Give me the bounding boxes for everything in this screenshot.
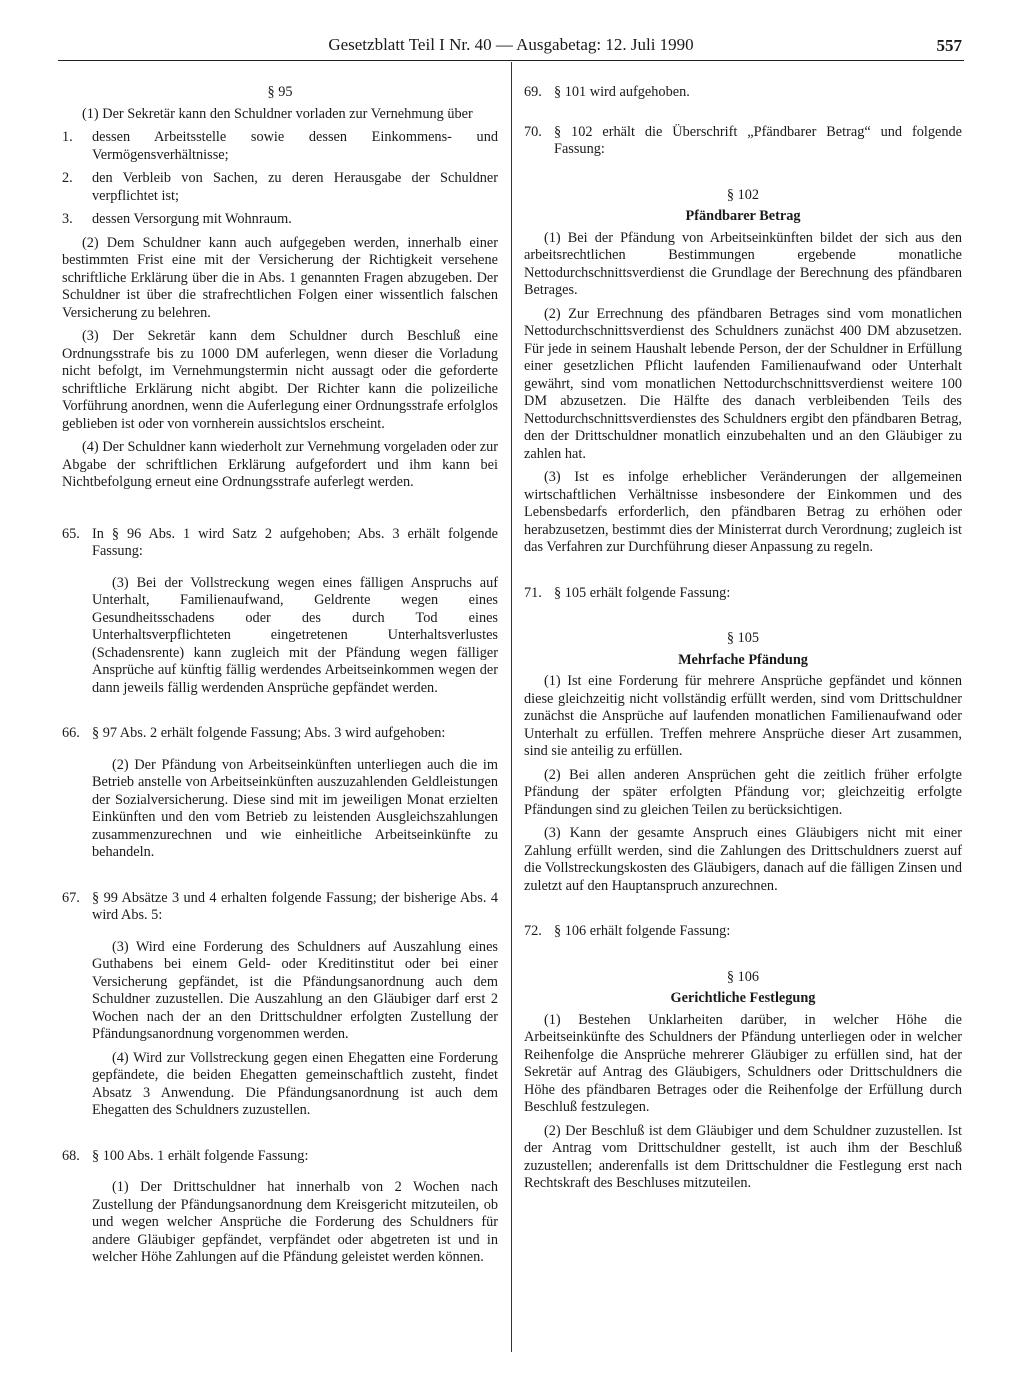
s105-paragraph-2: (2) Bei allen anderen Ansprüchen geht die zeitlich früher erfolgte Pfändung der später erfolgten Pfändung vor; gleichzeitig erfolgte Pfändungen sind zu gleichen Teilen zu berücksichtigen. [524,766,962,818]
amendment-intro: § 105 erhält folgende Fassung: [554,584,731,601]
amendment-number: 71. [524,584,542,601]
list-item-text: dessen Versorgung mit Wohnraum. [92,211,292,227]
left-column [62,84,498,1273]
amendment-intro: § 99 Absätze 3 und 4 erhalten folgende Fassung; der bisherige Abs. 4 wird Abs. 5: [92,889,498,923]
amendment-72 [524,923,962,941]
section-102-title: Pfändbarer Betrag [685,208,801,224]
header-title: Gesetzblatt Teil I Nr. 40 — Ausgabetag: 12. Juli 1990 [328,35,694,54]
amendment-number: 68. [62,1147,80,1164]
s106-paragraph-1: (1) Bestehen Unklarheiten darüber, in welcher Höhe die Arbeitseinkünfte des Schuldners der Pfändung unterliegen oder in welcher Reihenfolge die Ansprüche mehrerer Gläubiger zu erfüllen sind, hat der Sekretär auf Antrag des Gläubigers, Schuldners oder Drittschuldners die Höhe des pfändbaren Betrages oder die Reihenfolge der Erfüllung durch Beschluß festzulegen. [524,1011,962,1115]
list-item [62,211,498,229]
amendment-intro: § 97 Abs. 2 erhält folgende Fassung; Abs. 3 wird aufgehoben: [92,725,446,741]
amendment-intro: § 106 erhält folgende Fassung: [554,923,731,939]
page-number: 557 [936,36,962,55]
s95-paragraph-3: (3) Der Sekretär kann dem Schuldner durch Beschluß eine Ordnungsstrafe bis zu 1000 DM auferlegen, wenn dieser die Vorladung nicht befolgt, im Vernehmungstermin nicht aussagt oder die geforderte schriftliche Erklärung nicht abgibt. Der Richter kann die polizeiliche Vorführung anordnen, wenn die Auferlegung einer Ordnungsstrafe erfolglos geblieben ist oder von vornherein aussichtslos erscheint. [62,328,498,432]
amendment-number: 69. [524,84,542,100]
s95-paragraph-4: (4) Der Schuldner kann wiederholt zur Vernehmung vorgeladen oder zur Abgabe der schriftlichen Erklärung aufgefordert und ihm kann bei Nichtbefolgung erneut eine Ordnungsstrafe auferlegt werden. [62,439,498,490]
amendment-70 [524,124,962,159]
amendment-68 [62,1148,498,1166]
amendment-intro: In § 96 Abs. 1 wird Satz 2 aufgehoben; Abs. 3 erhält folgende Fassung: [92,525,498,559]
list-item-text: dessen Arbeitsstelle sowie dessen Einkommens- und Vermögensverhältnisse; [92,129,498,163]
amendment-67-text-2: (4) Wird zur Vollstreckung gegen einen Ehegatten eine Forderung gepfändete, die beiden Ehegatten gemeinschaftlich zusteht, findet Absatz 3 Anwendung. Die Pfändungsanordnung ist auch dem Ehegatten des Schuldners zuzustellen. [92,1049,498,1118]
s102-paragraph-1: (1) Bei der Pfändung von Arbeitseinkünften bildet der sich aus den arbeitsrechtlichen Bestimmungen ergebende monatliche Nettodurchschnittsverdienst die Grundlage der Berechnung des pfändbaren Betrages. [524,229,962,298]
section-105-title: Mehrfache Pfändung [678,651,808,668]
section-102-heading: § 102 [726,186,760,203]
section-106-title: Gerichtliche Festlegung [670,990,816,1006]
s105-paragraph-1: (1) Ist eine Forderung für mehrere Ansprüche gepfändet und können diese gleichzeitig nicht vollständig erfüllt werden, sind vom Drittschuldner zunächst die Ansprüche auf laufenden monatlichen Familienaufwand oder Unterhalt zu erfüllen. Treffen mehrere Ansprüche dieser Art zusammen, sind sie anteilig zu erfüllen. [524,673,962,759]
s95-paragraph-1: (1) Der Sekretär kann den Schuldner vorladen zur Vernehmung über [82,105,473,122]
amendment-66-text: (2) Der Pfändung von Arbeitseinkünften unterliegen auch die im Betrieb anstelle von Arbeitseinkünften auszuzahlenden Geldleistungen der Sozialversicherung. Diese sind mit im jeweiligen Monat erzielten Einkünften und den vom Betrieb zu leistenden Ausgleichszahlungen zusammenzurechnen und wie einheitliche Arbeitseinkünfte zu behandeln. [92,756,498,860]
list-item-number: 2. [62,170,73,186]
amendment-number: 67. [62,889,80,906]
list-item-number: 1. [62,129,73,145]
amendment-intro: § 101 wird aufgehoben. [554,84,690,100]
list-item [62,170,498,205]
s95-paragraph-2: (2) Dem Schuldner kann auch aufgegeben werden, innerhalb einer bestimmten Frist eine mit der Versicherung der Richtigkeit versehene schriftliche Erklärung über die in Abs. 1 genannten Fragen abzugeben. Der Schuldner ist über die strafrechtlichen Folgen einer wissentlich falschen Versicherung zu belehren. [62,234,498,321]
amendment-number: 65. [62,525,80,542]
amendment-number: 66. [62,725,80,741]
s106-paragraph-2: (2) Der Beschluß ist dem Gläubiger und dem Schuldner zuzustellen. Ist der Antrag vom Drittschuldner gestellt, ist auch ihm der Beschluß zuzustellen; anderenfalls ist dem Drittschuldner die Festlegung erst nach Rechtskraft des Beschluses mitzuteilen. [524,1122,962,1191]
amendment-intro: § 100 Abs. 1 erhält folgende Fassung: [92,1147,309,1164]
list-item-number: 3. [62,211,73,227]
amendment-number: 72. [524,923,542,939]
s102-paragraph-3: (3) Ist es infolge erheblicher Veränderungen der allgemeinen wirtschaftlichen Verhältnisse insbesondere der Einkommen und des Lebensbedarfs erforderlich, den pfändbaren Betrag zu erhöhen oder herabzusetzen, bestimmt dies der Ministerrat durch Verordnung; zugleich ist das Verfahren zur Durchführung dieser Anpassung zu regeln. [524,469,962,555]
amendment-65 [62,526,498,561]
amendment-intro: § 102 erhält die Überschrift „Pfändbarer Betrag“ und folgende Fassung: [554,123,962,157]
section-105-heading: § 105 [726,630,760,646]
amendment-68-text: (1) Der Drittschuldner hat innerhalb von 2 Wochen nach Zustellung der Pfändungsanordnung dem Kreisgericht mitzuteilen, ob und wegen welcher Ansprüche die Forderung des Schuldners für andere Gläubiger gepfändet, verpfändet oder abgetreten ist und in welcher Höhe Zahlungen auf die Pfändung geleistet werden können. [92,1179,498,1265]
s105-paragraph-3: (3) Kann der gesamte Anspruch eines Gläubigers nicht mit einer Zahlung erfüllt werden, sind die Zahlungen des Drittschuldners zuerst auf die Vollstreckungskosten des Gläubigers, danach auf die fälligen Zinsen und zuletzt auf den Hauptanspruch anzurechnen. [524,825,962,894]
amendment-67 [62,890,498,925]
amendment-number: 70. [524,123,542,140]
amendment-69 [524,84,962,102]
section-106-heading: § 106 [726,968,760,985]
list-item-text: den Verbleib von Sachen, zu deren Herausgabe der Schuldner verpflichtet ist; [92,170,498,204]
amendment-66 [62,725,498,743]
amendment-65-text: (3) Bei der Vollstreckung wegen eines fälligen Anspruchs auf Unterhalt, Familienaufwand, Geldrente wegen eines Gesundheitsschadens oder des durch Tod eines Unterhaltsverpflichteten eingetretenen Unterhaltsverlustes (Schadensrente) kann zugleich mit der Pfändung wegen fälliger Ansprüche auf künftig fällig werdendes Arbeitseinkommen wegen der dann jeweils fällig werdenden Ansprüche gepfändet werden. [92,574,498,696]
s102-paragraph-2: (2) Zur Errechnung des pfändbaren Betrages sind vom monatlichen Nettodurchschnittsverdienst des Schuldners zunächst 400 DM abzusetzen. Für jede in seinem Haushalt lebende Person, der der Schuldner in Erfüllung einer gesetzlichen Pflicht laufenden Familienaufwand oder Unterhalt gewährt, sind vom monatlichen Nettodurchschnittsverdienst weitere 100 DM abzusetzen. Die Hälfte des danach verbleibenden Teils des Nettodurchschnittsverdienstes des Schuldners ergibt den pfändbaren Betrag, den der Drittschuldner monatlich einzubehalten und an den Gläubiger zu zahlen hat. [524,305,962,462]
list-item [62,129,498,164]
section-95-heading: § 95 [267,84,293,100]
page-header [58,30,964,61]
amendment-67-text-1: (3) Wird eine Forderung des Schuldners auf Auszahlung eines Guthabens bei einem Geld- oder Kreditinstitut oder bei einer Versicherung gepfändet, ist die Pfändungsanordnung auch dem Schuldner zuzustellen. Die Auszahlung an den Gläubiger darf erst 2 Wochen nach der an den Drittschuldner erfolgten Zustellung der Pfändungsanordnung vorgenommen werden. [92,938,498,1042]
column-divider [511,62,512,1352]
right-column [524,84,962,1199]
amendment-71 [524,585,962,603]
